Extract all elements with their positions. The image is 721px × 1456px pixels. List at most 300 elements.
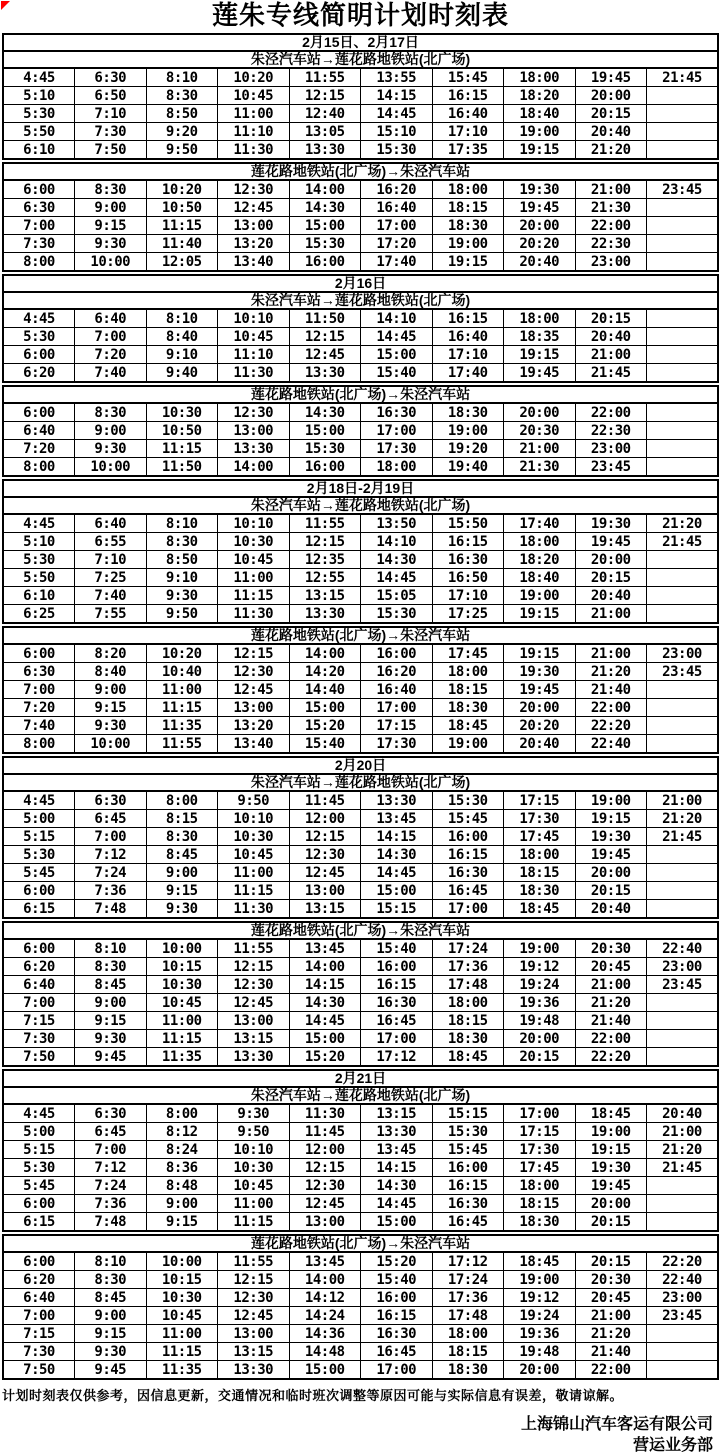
time-cell: 7:20 [75, 346, 147, 364]
times-row [3, 123, 718, 141]
time-cell: 9:30 [75, 717, 147, 735]
time-cell: 12:15 [218, 1271, 290, 1289]
times-row [3, 533, 718, 551]
time-cell: 22:40 [647, 939, 719, 958]
time-cell: 13:15 [361, 1104, 433, 1123]
time-cell: 20:15 [575, 1213, 647, 1232]
time-cell: 11:15 [146, 1030, 218, 1048]
time-cell: 7:15 [3, 1325, 75, 1343]
time-cell: 23:00 [647, 958, 719, 976]
time-cell: 19:36 [504, 994, 576, 1012]
time-cell: 12:45 [218, 199, 290, 217]
time-cell: 11:55 [289, 514, 361, 533]
time-cell: 19:45 [575, 846, 647, 864]
time-cell: 18:00 [504, 1177, 576, 1195]
time-cell: 17:40 [361, 253, 433, 272]
times-row [3, 364, 718, 383]
time-cell: 20:15 [575, 1252, 647, 1271]
time-cell: 8:20 [75, 644, 147, 663]
time-cell: 11:40 [146, 235, 218, 253]
times-row [3, 882, 718, 900]
time-cell: 15:20 [289, 717, 361, 735]
time-cell: 13:00 [218, 217, 290, 235]
time-cell: 10:00 [75, 735, 147, 754]
time-cell: 10:20 [146, 644, 218, 663]
times-row [3, 309, 718, 328]
time-cell: 13:40 [218, 253, 290, 272]
time-cell [647, 141, 719, 160]
times-row [3, 217, 718, 235]
company-name: 上海锦山汽车客运有限公司 [520, 1416, 713, 1433]
time-cell: 4:45 [3, 791, 75, 810]
time-cell: 15:45 [432, 810, 504, 828]
time-cell: 13:00 [289, 882, 361, 900]
time-cell: 7:36 [75, 882, 147, 900]
time-cell: 15:30 [432, 791, 504, 810]
time-cell: 8:10 [75, 939, 147, 958]
time-cell: 22:00 [575, 217, 647, 235]
time-cell: 11:15 [218, 587, 290, 605]
time-cell: 11:35 [146, 717, 218, 735]
time-cell: 21:00 [575, 180, 647, 199]
time-cell: 19:00 [504, 587, 576, 605]
time-cell: 13:30 [218, 440, 290, 458]
time-cell: 10:15 [146, 1271, 218, 1289]
time-cell: 12:15 [289, 533, 361, 551]
time-cell: 7:20 [3, 699, 75, 717]
time-cell: 12:55 [289, 569, 361, 587]
time-cell: 21:45 [647, 828, 719, 846]
time-cell: 19:00 [575, 1123, 647, 1141]
time-cell: 13:30 [289, 141, 361, 160]
time-cell: 19:45 [504, 681, 576, 699]
direction-header: 莲花路地铁站(北广场)→朱泾汽车站 [2, 626, 719, 645]
time-cell: 20:00 [504, 403, 576, 422]
time-cell: 20:40 [575, 328, 647, 346]
times-row [3, 699, 718, 717]
time-cell: 18:15 [432, 1012, 504, 1030]
time-cell: 11:15 [218, 882, 290, 900]
time-cell: 16:45 [432, 1213, 504, 1232]
time-cell: 14:45 [361, 105, 433, 123]
time-cell: 7:50 [3, 1361, 75, 1380]
times-row [3, 1048, 718, 1067]
time-cell: 5:15 [3, 1141, 75, 1159]
time-cell: 9:50 [218, 1123, 290, 1141]
time-cell: 17:00 [504, 1104, 576, 1123]
time-cell: 11:15 [146, 440, 218, 458]
time-cell: 15:30 [361, 605, 433, 624]
time-cell: 13:40 [218, 735, 290, 754]
time-cell: 12:05 [146, 253, 218, 272]
times-row [3, 939, 718, 958]
time-cell: 20:40 [575, 123, 647, 141]
time-cell: 21:45 [575, 364, 647, 383]
time-cell: 13:15 [289, 900, 361, 919]
time-cell [647, 87, 719, 105]
time-cell: 9:40 [146, 364, 218, 383]
time-cell: 9:00 [146, 1195, 218, 1213]
time-cell: 6:00 [3, 1252, 75, 1271]
time-cell [647, 105, 719, 123]
time-cell: 7:10 [75, 551, 147, 569]
time-cell: 6:15 [3, 900, 75, 919]
time-cell: 5:30 [3, 105, 75, 123]
time-cell: 8:10 [146, 514, 218, 533]
time-cell: 7:25 [75, 569, 147, 587]
time-cell: 19:12 [504, 1289, 576, 1307]
time-cell: 7:15 [3, 1012, 75, 1030]
time-cell: 20:00 [504, 217, 576, 235]
time-cell: 16:40 [361, 681, 433, 699]
time-cell: 21:00 [575, 1307, 647, 1325]
time-cell: 14:40 [289, 681, 361, 699]
time-cell: 13:15 [218, 1343, 290, 1361]
time-cell: 18:15 [504, 1195, 576, 1213]
time-cell [647, 735, 719, 754]
time-cell [647, 1030, 719, 1048]
footer-note: 计划时刻表仅供参考，因信息更新，交通情况和临时班次调整等原因可能与实际信息有误差，敬请谅解。 [2, 1388, 624, 1403]
time-cell: 12:00 [289, 1141, 361, 1159]
time-cell: 19:15 [504, 644, 576, 663]
time-cell: 20:20 [504, 717, 576, 735]
time-cell: 6:50 [75, 87, 147, 105]
time-cell: 17:25 [432, 605, 504, 624]
time-cell: 15:20 [361, 1252, 433, 1271]
time-cell [647, 900, 719, 919]
time-cell: 12:30 [218, 180, 290, 199]
time-cell: 13:30 [289, 364, 361, 383]
time-cell: 12:15 [289, 828, 361, 846]
time-cell: 12:45 [289, 1195, 361, 1213]
time-cell: 6:00 [3, 939, 75, 958]
time-cell: 13:30 [289, 605, 361, 624]
time-cell: 14:12 [289, 1289, 361, 1307]
time-cell: 16:00 [361, 958, 433, 976]
time-cell: 21:20 [575, 663, 647, 681]
time-cell: 18:00 [432, 1325, 504, 1343]
time-cell: 9:15 [75, 699, 147, 717]
time-cell: 10:30 [146, 976, 218, 994]
times-row [3, 569, 718, 587]
date-header: 2月16日 [2, 274, 719, 293]
time-cell: 15:45 [432, 1141, 504, 1159]
times-grid [2, 67, 719, 160]
time-cell: 7:30 [75, 123, 147, 141]
time-cell: 12:30 [218, 1289, 290, 1307]
times-row [3, 1159, 718, 1177]
time-cell: 6:00 [3, 403, 75, 422]
time-cell: 14:30 [289, 403, 361, 422]
time-cell: 11:15 [146, 1343, 218, 1361]
time-cell: 11:55 [218, 939, 290, 958]
time-cell [647, 846, 719, 864]
time-cell: 19:15 [575, 810, 647, 828]
time-cell: 6:55 [75, 533, 147, 551]
time-cell: 10:20 [146, 180, 218, 199]
time-cell: 23:00 [647, 644, 719, 663]
time-cell: 10:15 [146, 958, 218, 976]
time-cell: 20:15 [575, 882, 647, 900]
time-cell: 19:30 [504, 663, 576, 681]
time-cell: 15:00 [361, 1213, 433, 1232]
time-cell: 10:10 [218, 309, 290, 328]
time-cell: 21:40 [575, 1343, 647, 1361]
time-cell: 16:00 [289, 253, 361, 272]
time-cell: 21:20 [575, 141, 647, 160]
time-cell: 12:35 [289, 551, 361, 569]
time-cell: 13:05 [289, 123, 361, 141]
direction-header: 朱泾汽车站→莲花路地铁站(北广场) [2, 1086, 719, 1105]
times-row [3, 1213, 718, 1232]
time-cell: 11:00 [146, 1325, 218, 1343]
time-cell: 16:45 [432, 882, 504, 900]
time-cell [647, 309, 719, 328]
direction-header: 莲花路地铁站(北广场)→朱泾汽车站 [2, 1234, 719, 1253]
time-cell: 18:15 [432, 1343, 504, 1361]
time-cell: 10:00 [146, 1252, 218, 1271]
time-cell: 11:00 [218, 105, 290, 123]
time-cell [647, 346, 719, 364]
time-cell: 13:30 [361, 1123, 433, 1141]
time-cell: 17:30 [504, 1141, 576, 1159]
time-cell: 19:00 [504, 939, 576, 958]
times-row [3, 1252, 718, 1271]
time-cell: 14:45 [289, 1012, 361, 1030]
time-cell: 17:15 [504, 791, 576, 810]
time-cell: 9:30 [146, 587, 218, 605]
times-row [3, 1271, 718, 1289]
time-cell: 9:00 [146, 864, 218, 882]
time-cell: 12:30 [289, 846, 361, 864]
time-cell: 19:30 [504, 180, 576, 199]
time-cell: 14:45 [361, 864, 433, 882]
time-cell: 13:15 [218, 1030, 290, 1048]
date-header: 2月20日 [2, 756, 719, 775]
time-cell: 20:15 [575, 309, 647, 328]
time-cell: 12:45 [289, 346, 361, 364]
time-cell: 23:00 [575, 253, 647, 272]
time-cell: 6:00 [3, 180, 75, 199]
time-cell: 15:15 [361, 900, 433, 919]
time-cell: 10:40 [146, 663, 218, 681]
time-cell [647, 994, 719, 1012]
time-cell: 9:50 [146, 605, 218, 624]
time-cell: 7:40 [75, 587, 147, 605]
times-row [3, 180, 718, 199]
time-cell: 18:00 [504, 68, 576, 87]
time-cell: 14:10 [361, 309, 433, 328]
direction-header: 莲花路地铁站(北广场)→朱泾汽车站 [2, 385, 719, 404]
time-cell: 6:30 [3, 199, 75, 217]
time-cell: 18:45 [504, 900, 576, 919]
time-cell: 10:30 [218, 828, 290, 846]
time-cell: 17:48 [432, 976, 504, 994]
company-block [0, 1414, 713, 1456]
company-department: 营运业务部 [632, 1437, 713, 1454]
time-cell: 9:00 [75, 994, 147, 1012]
times-row [3, 422, 718, 440]
times-row [3, 717, 718, 735]
time-cell: 12:40 [289, 105, 361, 123]
time-cell: 22:00 [575, 1361, 647, 1380]
time-cell: 7:12 [75, 1159, 147, 1177]
time-cell [647, 699, 719, 717]
time-cell: 14:00 [218, 458, 290, 477]
direction-header: 朱泾汽车站→莲花路地铁站(北广场) [2, 291, 719, 310]
time-cell: 19:45 [575, 533, 647, 551]
time-cell: 11:00 [218, 569, 290, 587]
time-cell: 14:45 [361, 1195, 433, 1213]
time-cell: 20:15 [575, 105, 647, 123]
time-cell: 12:30 [218, 403, 290, 422]
time-cell: 18:40 [504, 105, 576, 123]
time-cell: 5:45 [3, 1177, 75, 1195]
time-cell: 16:15 [432, 309, 504, 328]
time-cell: 14:30 [289, 199, 361, 217]
times-row [3, 1104, 718, 1123]
time-cell: 13:00 [218, 1325, 290, 1343]
time-cell: 9:30 [75, 1030, 147, 1048]
time-cell: 20:45 [575, 958, 647, 976]
time-cell: 18:30 [432, 699, 504, 717]
time-cell [647, 1177, 719, 1195]
time-cell: 11:15 [146, 699, 218, 717]
time-cell: 4:45 [3, 1104, 75, 1123]
time-cell: 17:45 [504, 1159, 576, 1177]
time-cell: 15:40 [361, 939, 433, 958]
time-cell [647, 681, 719, 699]
time-cell: 9:00 [75, 422, 147, 440]
time-cell: 17:00 [361, 217, 433, 235]
time-cell: 23:45 [647, 976, 719, 994]
time-cell: 5:10 [3, 533, 75, 551]
time-cell: 19:00 [504, 123, 576, 141]
time-cell [647, 403, 719, 422]
time-cell: 14:15 [361, 87, 433, 105]
time-cell: 22:30 [575, 235, 647, 253]
time-cell: 16:15 [432, 1177, 504, 1195]
times-row [3, 403, 718, 422]
time-cell: 16:00 [432, 1159, 504, 1177]
times-row [3, 105, 718, 123]
time-cell: 18:30 [432, 403, 504, 422]
time-cell: 14:00 [289, 1271, 361, 1289]
time-cell: 15:00 [289, 1030, 361, 1048]
time-cell: 7:24 [75, 1177, 147, 1195]
times-row [3, 791, 718, 810]
time-cell: 16:50 [432, 569, 504, 587]
time-cell: 19:48 [504, 1343, 576, 1361]
time-cell: 6:45 [75, 810, 147, 828]
time-cell: 8:00 [3, 458, 75, 477]
times-row [3, 141, 718, 160]
times-row [3, 458, 718, 477]
time-cell: 9:15 [146, 1213, 218, 1232]
time-cell: 16:15 [432, 87, 504, 105]
time-cell: 20:00 [575, 551, 647, 569]
time-cell: 8:40 [75, 663, 147, 681]
time-cell: 4:45 [3, 68, 75, 87]
time-cell: 13:45 [361, 1141, 433, 1159]
time-cell: 14:30 [289, 994, 361, 1012]
time-cell: 18:00 [361, 458, 433, 477]
time-cell: 20:30 [575, 1271, 647, 1289]
time-cell: 12:45 [218, 994, 290, 1012]
time-cell: 20:40 [504, 253, 576, 272]
time-cell: 5:45 [3, 864, 75, 882]
times-row [3, 900, 718, 919]
time-cell: 9:30 [75, 235, 147, 253]
time-cell: 10:10 [218, 810, 290, 828]
times-grid [2, 179, 719, 272]
time-cell: 9:00 [75, 681, 147, 699]
time-cell [647, 882, 719, 900]
time-cell: 14:15 [361, 828, 433, 846]
time-cell: 12:45 [289, 864, 361, 882]
time-cell: 18:30 [504, 1213, 576, 1232]
time-cell: 5:30 [3, 1159, 75, 1177]
time-cell: 15:00 [289, 217, 361, 235]
time-cell: 19:00 [432, 235, 504, 253]
time-cell: 10:45 [218, 328, 290, 346]
times-row [3, 605, 718, 624]
time-cell: 6:00 [3, 644, 75, 663]
time-cell: 10:00 [75, 253, 147, 272]
time-cell: 21:00 [504, 440, 576, 458]
time-cell: 8:24 [146, 1141, 218, 1159]
time-cell: 11:30 [289, 1104, 361, 1123]
time-cell: 16:30 [432, 864, 504, 882]
time-cell: 11:50 [146, 458, 218, 477]
direction-header: 莲花路地铁站(北广场)→朱泾汽车站 [2, 162, 719, 181]
time-cell [647, 551, 719, 569]
time-cell: 7:30 [3, 1343, 75, 1361]
time-cell: 8:30 [75, 403, 147, 422]
time-cell: 19:15 [504, 346, 576, 364]
time-cell: 11:00 [146, 1012, 218, 1030]
time-cell: 16:00 [361, 644, 433, 663]
time-cell: 15:40 [289, 735, 361, 754]
times-row [3, 1177, 718, 1195]
time-cell: 17:36 [432, 958, 504, 976]
time-cell: 6:25 [3, 605, 75, 624]
time-cell: 18:00 [504, 309, 576, 328]
time-cell: 6:10 [3, 587, 75, 605]
time-cell: 13:00 [218, 422, 290, 440]
time-cell: 12:30 [218, 663, 290, 681]
time-cell: 11:30 [218, 364, 290, 383]
time-cell: 7:55 [75, 605, 147, 624]
time-cell: 9:20 [146, 123, 218, 141]
time-cell: 14:00 [289, 958, 361, 976]
time-cell: 7:30 [3, 235, 75, 253]
time-cell: 15:05 [361, 587, 433, 605]
time-cell: 15:00 [361, 882, 433, 900]
time-cell [647, 123, 719, 141]
time-cell: 20:40 [504, 735, 576, 754]
time-cell: 8:50 [146, 551, 218, 569]
time-cell: 9:45 [75, 1048, 147, 1067]
time-cell: 13:55 [361, 68, 433, 87]
time-cell: 20:45 [575, 1289, 647, 1307]
time-cell: 17:30 [361, 440, 433, 458]
time-cell: 11:35 [146, 1048, 218, 1067]
time-cell: 19:00 [575, 791, 647, 810]
time-cell: 19:48 [504, 1012, 576, 1030]
time-cell: 10:10 [218, 1141, 290, 1159]
times-row [3, 1289, 718, 1307]
